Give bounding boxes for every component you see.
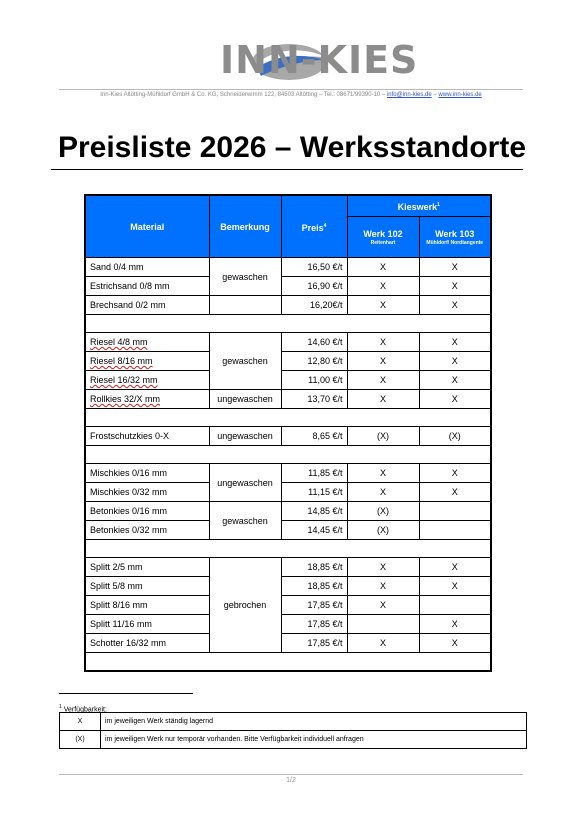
material-cell: Betonkies 0/16 mm [85,502,209,521]
col-header-werk103 [419,217,491,258]
material-cell: Splitt 5/8 mm [85,577,209,596]
footnote-marker: 1 [59,704,62,710]
material-cell: Frostschutzkies 0-X [85,427,209,446]
werk103-cell: X [419,577,491,596]
material-cell: Mischkies 0/32 mm [85,483,209,502]
werk103-cell: X [419,258,491,277]
col-header-material: Material [85,195,209,258]
legend-text: im jeweiligen Werk ständig lagernd [101,713,527,731]
spacer-cell [85,653,491,672]
legend-row [60,731,527,749]
werk102-cell: (X) [347,427,419,446]
werk102-cell: (X) [347,521,419,540]
table-row [85,390,491,409]
remark-cell: ungewaschen [209,464,281,502]
legend-row [60,713,527,731]
price-table [84,194,492,672]
spacer-row [85,315,491,333]
header-divider [59,89,523,90]
title-underline [51,169,523,170]
table-row [85,502,491,521]
material-name: Rollkies 32/X mm [90,394,161,404]
material-cell: Mischkies 0/16 mm [85,464,209,483]
werk102-cell: X [347,371,419,390]
material-cell: Betonkies 0/32 mm [85,521,209,540]
werk103-cell: X [419,634,491,653]
table-row [85,427,491,446]
table-row [85,634,491,653]
price-cell: 18,85 €/t [281,558,347,577]
material-cell: Brechsand 0/2 mm [85,296,209,315]
werk102-cell: X [347,333,419,352]
werk103-cell: X [419,483,491,502]
werk103-cell: X [419,615,491,634]
werk102-cell: (X) [347,502,419,521]
werk102-cell: X [347,464,419,483]
footer-divider [59,774,523,775]
price-cell: 17,85 €/t [281,634,347,653]
spacer-row [85,540,491,558]
werk102-cell: X [347,296,419,315]
werk102-location: Reitenhart [370,240,396,246]
werk102-cell: X [347,352,419,371]
kieswerk-footnote-marker: 1 [437,202,440,208]
material-cell [85,333,209,352]
price-cell: 17,85 €/t [281,596,347,615]
table-row [85,277,491,296]
remark-cell: gewaschen [209,333,281,390]
legend-key: (X) [60,731,101,749]
remark-cell [209,296,281,315]
material-name: Riesel 16/32 mm [90,375,158,385]
legend-text: im jeweiligen Werk nur temporär vorhanden. Bitte Verfügbarkeit individuell anfragen [101,731,527,749]
material-cell: Sand 0/4 mm [85,258,209,277]
remark-cell: ungewaschen [209,390,281,409]
werk103-cell: X [419,558,491,577]
material-cell [85,390,209,409]
werk102-cell: X [347,577,419,596]
werk102-cell: X [347,258,419,277]
table-row [85,371,491,390]
werk103-cell: X [419,464,491,483]
spacer-cell [85,540,491,558]
spacer-row [85,653,491,672]
remark-cell: ungewaschen [209,427,281,446]
price-cell: 16,90 €/t [281,277,347,296]
company-address [59,92,523,98]
werk102-cell: X [347,483,419,502]
table-row [85,258,491,277]
material-cell: Splitt 11/16 mm [85,615,209,634]
werk102-label: Werk 102 [363,229,403,239]
material-cell: Splitt 8/16 mm [85,596,209,615]
price-cell: 11,15 €/t [281,483,347,502]
werk103-cell: (X) [419,427,491,446]
material-cell: Estrichsand 0/8 mm [85,277,209,296]
table-row [85,577,491,596]
werk103-location: Mühldorf/ Nordtangente [426,240,484,246]
werk103-cell: X [419,296,491,315]
material-name: Riesel 4/8 mm [90,337,148,347]
price-cell: 16,50 €/t [281,258,347,277]
spacer-row [85,446,491,464]
price-cell: 13,70 €/t [281,390,347,409]
table-row [85,464,491,483]
werk103-cell: X [419,390,491,409]
material-name: Riesel 8/16 mm [90,356,153,366]
col-header-werk102 [347,217,419,258]
col-header-kieswerk [347,195,491,217]
preis-label: Preis [301,222,324,233]
col-header-bemerkung: Bemerkung [209,195,281,258]
spacer-cell [85,315,491,333]
footnote-divider [59,693,193,694]
page-number: 1/2 [286,777,296,784]
price-cell: 14,85 €/t [281,502,347,521]
werk103-cell [419,502,491,521]
table-row [85,521,491,540]
werk102-cell: X [347,558,419,577]
werk103-cell: X [419,371,491,390]
werk102-cell: X [347,596,419,615]
price-cell: 16,20€/t [281,296,347,315]
werk102-cell [347,615,419,634]
footnote-title-text: Verfügbarkeit: [63,706,107,714]
price-cell: 12,80 €/t [281,352,347,371]
table-row [85,352,491,371]
spacer-cell [85,446,491,464]
table-row [85,596,491,615]
col-header-preis [281,195,347,258]
table-row [85,483,491,502]
table-row [85,296,491,315]
price-cell: 14,45 €/t [281,521,347,540]
remark-cell: gewaschen [209,502,281,540]
spacer-cell [85,409,491,427]
table-row [85,615,491,634]
werk103-label: Werk 103 [435,229,475,239]
spacer-row [85,409,491,427]
email-link[interactable]: info@inn-kies.de [386,92,432,98]
werk102-cell: X [347,277,419,296]
remark-cell: gebrochen [209,558,281,653]
preis-footnote-marker: 4 [323,222,327,229]
material-cell [85,371,209,390]
address-separator: – [433,92,437,98]
price-cell: 17,85 €/t [281,615,347,634]
werk103-cell: X [419,333,491,352]
material-cell: Schotter 16/32 mm [85,634,209,653]
werk102-cell: X [347,634,419,653]
kieswerk-label: Kieswerk [397,202,438,212]
werk103-cell: X [419,352,491,371]
material-cell [85,352,209,371]
material-cell: Splitt 2/5 mm [85,558,209,577]
table-row [85,333,491,352]
price-cell: 8,65 €/t [281,427,347,446]
address-text: Inn-Kies Altötting-Mühldorf GmbH & Co. KG, Schneiderwimm 122, 84503 Altötting – Tel.: 08671/99390-10 – [100,92,386,98]
werk102-cell: X [347,390,419,409]
werk103-cell: X [419,277,491,296]
availability-legend-table [59,712,527,749]
price-cell: 18,85 €/t [281,577,347,596]
logo-text: INN-KIES [220,38,419,82]
website-link[interactable]: www.inn-kies.de [438,92,482,98]
werk103-cell [419,596,491,615]
legend-key: X [60,713,101,731]
price-cell: 14,60 €/t [281,333,347,352]
werk103-cell [419,521,491,540]
price-cell: 11,85 €/t [281,464,347,483]
table-row [85,558,491,577]
remark-cell: gewaschen [209,258,281,296]
page-title: Preisliste 2026 – Werksstandorte [57,131,527,164]
price-cell: 11,00 €/t [281,371,347,390]
